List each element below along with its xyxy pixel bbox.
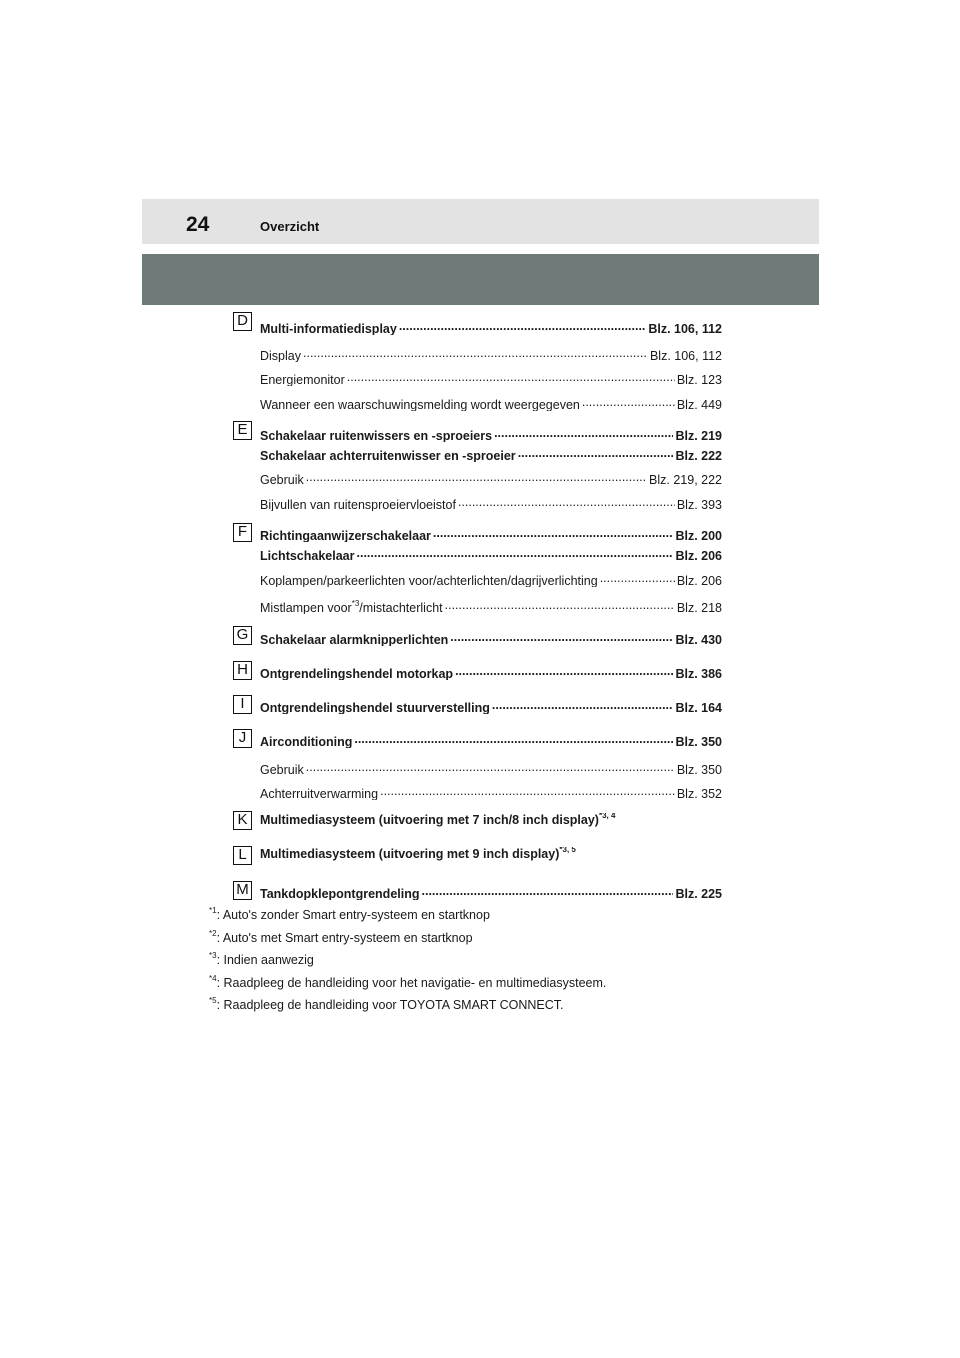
dot-leader	[445, 598, 675, 612]
footnote-text: : Raadpleeg de handleiding voor het navigatie- en multimediasysteem.	[216, 976, 607, 990]
section-badge-g: G	[233, 626, 252, 645]
footnote-ref: *3, 5	[559, 847, 576, 854]
entry-title	[260, 633, 448, 646]
entry-title	[260, 429, 492, 442]
entry-title-text: Multimediasysteem (uitvoering met 7 inch/8 inch display)	[260, 813, 599, 827]
entry-title	[260, 349, 301, 362]
page-reference[interactable]: Blz. 225	[675, 887, 722, 900]
footnote	[209, 995, 564, 1012]
entry-title-text: Energiemonitor	[260, 373, 345, 386]
toc-entry[interactable]	[260, 446, 722, 462]
entry-title	[260, 498, 456, 511]
entry-title	[260, 549, 355, 562]
page-reference[interactable]: Blz. 218	[676, 601, 722, 614]
page-reference[interactable]: Blz. 386	[675, 667, 722, 680]
footnote-text: : Auto's met Smart entry-systeem en startknop	[216, 931, 473, 945]
entry-title-text: Gebruik	[260, 473, 304, 486]
page-reference[interactable]: Blz. 200	[675, 529, 722, 542]
footnote-text: : Raadpleeg de handleiding voor TOYOTA SMART CONNECT.	[216, 998, 564, 1012]
entry-title-text: Display	[260, 349, 301, 362]
toc-subentry[interactable]	[260, 470, 722, 486]
dot-leader	[494, 426, 673, 440]
dot-leader	[347, 370, 675, 384]
entry-title	[260, 473, 304, 486]
dot-leader	[582, 395, 675, 409]
toc-subentry[interactable]	[260, 598, 722, 614]
footnote	[209, 950, 314, 967]
entry-title	[260, 735, 352, 748]
entry-title	[260, 763, 304, 776]
page-reference[interactable]: Blz. 219, 222	[649, 473, 722, 486]
section-badge-l: L	[233, 846, 252, 865]
page-reference[interactable]: Blz. 123	[676, 373, 722, 386]
page-reference[interactable]: Blz. 350	[675, 735, 722, 748]
toc-subentry[interactable]	[260, 784, 722, 800]
footnote	[209, 928, 473, 945]
entry-title	[260, 529, 431, 542]
toc-subentry[interactable]	[260, 346, 722, 362]
dot-leader	[399, 319, 647, 333]
page-reference[interactable]: Blz. 164	[675, 701, 722, 714]
toc-subentry[interactable]	[260, 760, 722, 776]
entry-title	[260, 449, 516, 462]
page-reference[interactable]: Blz. 430	[675, 633, 722, 646]
dot-leader	[450, 630, 673, 644]
page-reference[interactable]: Blz. 352	[676, 787, 722, 800]
entry-title	[260, 373, 345, 386]
page-reference[interactable]: Blz. 106, 112	[649, 349, 722, 362]
entry-title-text: Richtingaanwijzerschakelaar	[260, 529, 431, 542]
toc-entry[interactable]	[260, 664, 722, 680]
entry-title	[260, 322, 397, 335]
section-badge-m: M	[233, 881, 252, 900]
toc-entry[interactable]	[260, 698, 722, 714]
toc-entry[interactable]	[260, 884, 722, 900]
toc-subentry[interactable]	[260, 395, 722, 411]
toc-subentry[interactable]	[260, 571, 722, 587]
section-badge-h: H	[233, 661, 252, 680]
toc-entry[interactable]	[260, 847, 722, 867]
section-badge-i: I	[233, 695, 252, 714]
entry-title-text: Airconditioning	[260, 735, 353, 748]
entry-title-text: Multi-informatiedisplay	[260, 322, 397, 335]
dot-leader	[306, 760, 675, 774]
entry-title-text: Achterruitverwarming	[260, 787, 379, 800]
footnote-ref: *3, 4	[598, 813, 616, 820]
entry-title	[260, 813, 615, 827]
page-reference[interactable]: Blz. 393	[676, 498, 722, 511]
entry-title-part: Mistlampen voor	[260, 601, 352, 614]
entry-title	[260, 574, 598, 587]
page-reference[interactable]: Blz. 222	[675, 449, 722, 462]
entry-title	[260, 667, 453, 680]
toc-entry[interactable]	[260, 526, 722, 542]
entry-title-text: Ontgrendelingshendel motorkap	[260, 667, 454, 680]
section-badge-f: F	[233, 523, 252, 542]
page-reference[interactable]: Blz. 350	[676, 763, 722, 776]
entry-title-text: Schakelaar alarmknipperlichten	[260, 633, 449, 646]
page-reference[interactable]: Blz. 449	[676, 398, 722, 411]
footnote-text: : Indien aanwezig	[216, 953, 314, 967]
dot-leader	[492, 698, 674, 712]
dot-leader	[306, 470, 647, 484]
entry-title-text: Schakelaar achterruitenwisser en -sproeier	[260, 449, 516, 462]
dot-leader	[600, 571, 675, 585]
page-reference[interactable]: Blz. 206	[676, 574, 722, 587]
toc-entry[interactable]	[260, 319, 722, 335]
entry-title	[260, 847, 576, 861]
entry-title	[260, 598, 443, 614]
footnote-mark: *5	[209, 995, 217, 1005]
dot-leader	[433, 526, 674, 540]
section-badge-j: J	[233, 729, 252, 748]
dot-leader	[455, 664, 673, 678]
entry-title	[260, 398, 580, 411]
section-badge-d: D	[233, 312, 252, 331]
entry-title	[260, 701, 490, 714]
section-title: Overzicht	[260, 219, 320, 234]
dot-leader	[357, 546, 674, 560]
entry-title-text: Tankdopklepontgrendeling	[260, 887, 420, 900]
footnote	[209, 905, 490, 922]
page-reference[interactable]: Blz. 219	[675, 429, 722, 442]
entry-title	[260, 887, 420, 900]
toc-subentry[interactable]	[260, 370, 722, 386]
footnote-text: : Auto's zonder Smart entry-systeem en startknop	[216, 908, 490, 922]
page-reference[interactable]: Blz. 206	[675, 549, 722, 562]
dot-leader	[458, 495, 675, 509]
toc-entry[interactable]	[260, 630, 722, 646]
toc-entry[interactable]	[260, 813, 722, 833]
footnote	[209, 973, 607, 990]
toc-subentry[interactable]	[260, 495, 722, 511]
page-reference[interactable]: Blz. 106, 112	[648, 322, 722, 335]
footnote-mark: *3	[209, 950, 217, 960]
footnote-mark: *1	[209, 905, 217, 915]
section-badge-k: K	[233, 811, 252, 830]
entry-title-text: Wanneer een waarschuwingsmelding wordt weergegeven	[260, 398, 580, 411]
footnote-mark: *4	[209, 973, 217, 983]
entry-title-text: Multimediasysteem (uitvoering met 9 inch display)	[260, 847, 560, 861]
entry-title-text: Koplampen/parkeerlichten voor/achterlichten/dagrijverlichting	[260, 574, 598, 587]
entry-title-part: /mistachterlicht	[359, 601, 443, 614]
footnote-mark: *2	[209, 928, 217, 938]
entry-title-text: Lichtschakelaar	[260, 549, 355, 562]
entry-title-text: Schakelaar ruitenwissers en -sproeiers	[260, 429, 493, 442]
entry-title-text: Ontgrendelingshendel stuurverstelling	[260, 701, 490, 714]
dot-leader	[303, 346, 648, 360]
dot-leader	[422, 884, 674, 898]
page-number: 24	[186, 213, 210, 236]
dot-leader	[518, 446, 674, 460]
dot-leader	[380, 784, 675, 798]
footnote-ref: *3	[351, 598, 360, 608]
entry-title-text: Gebruik	[260, 763, 304, 776]
toc-entry[interactable]	[260, 426, 722, 442]
toc-entry[interactable]	[260, 546, 722, 562]
entry-title-text: Bijvullen van ruitensproeiervloeistof	[260, 498, 456, 511]
section-badge-e: E	[233, 421, 252, 440]
entry-title	[260, 787, 378, 800]
dot-leader	[354, 732, 673, 746]
toc-entry[interactable]	[260, 732, 722, 748]
